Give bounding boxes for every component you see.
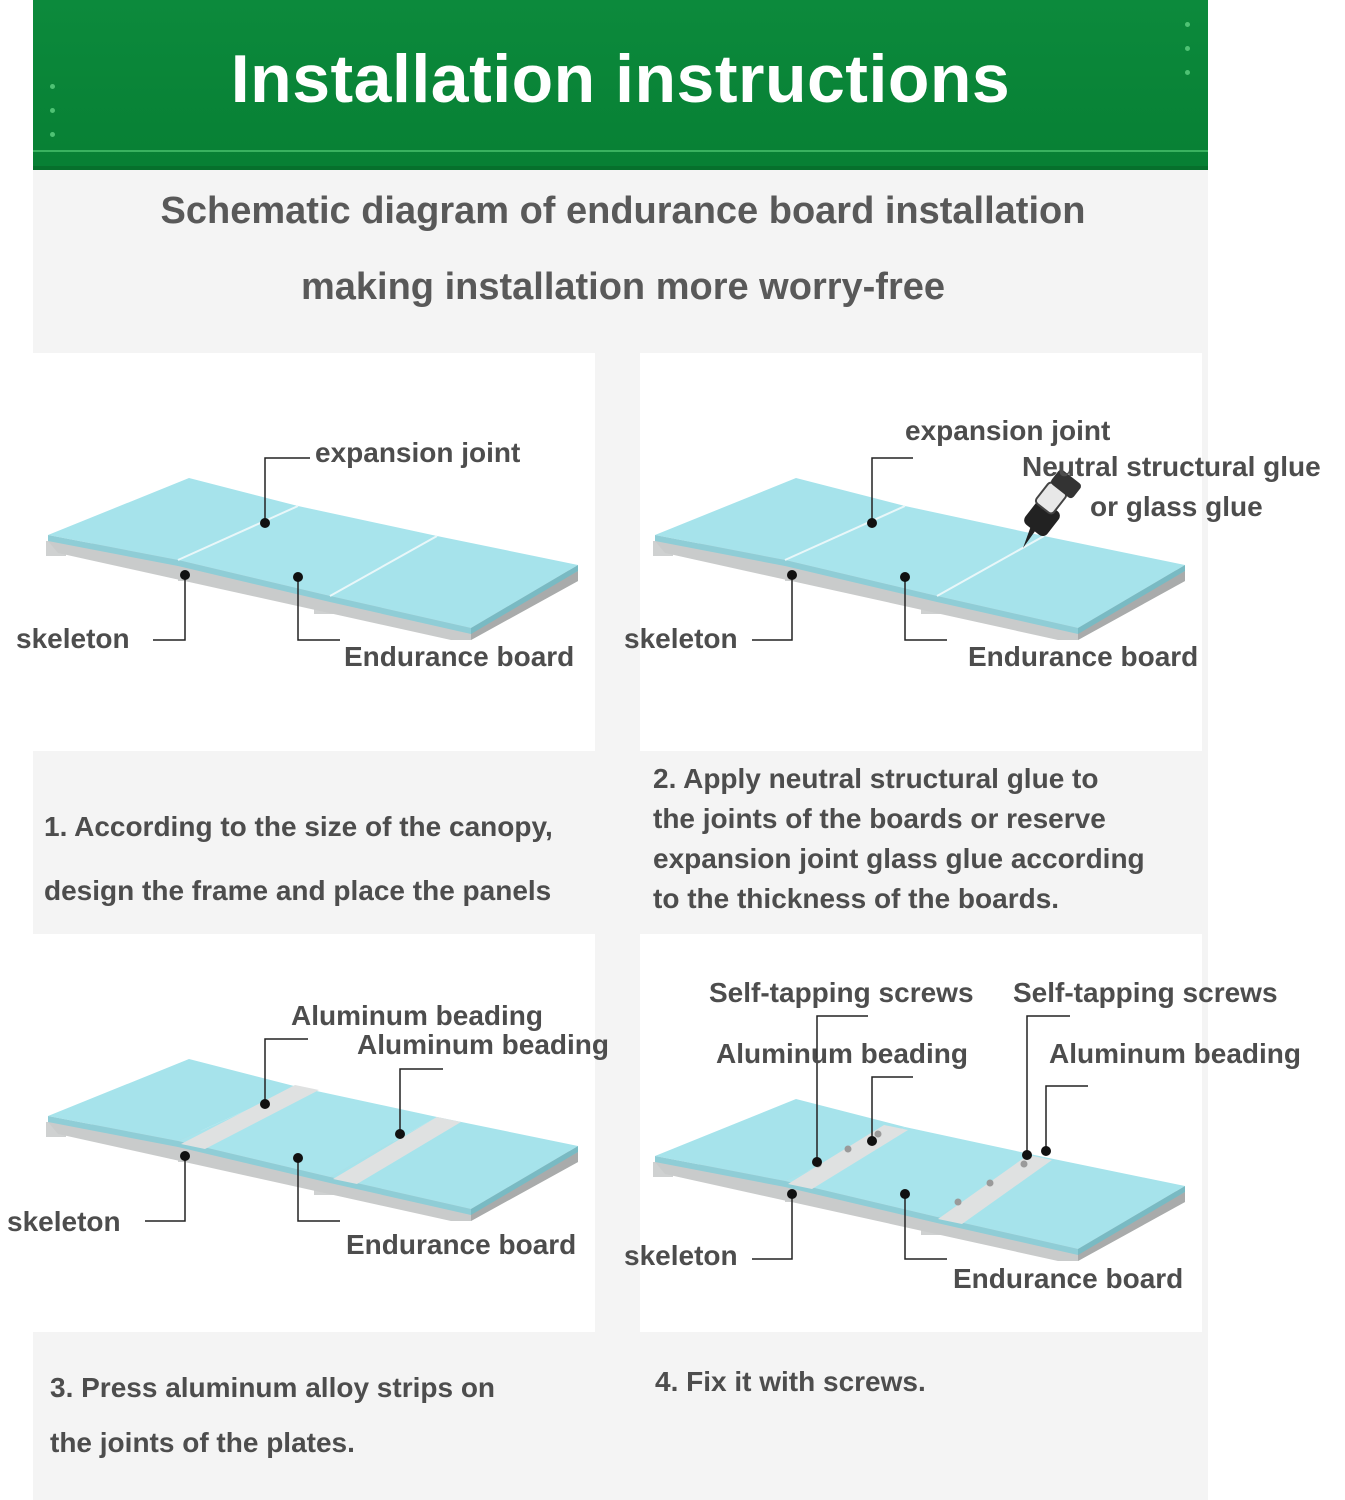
label-glass-glue: or glass glue [1090, 491, 1263, 522]
label-endurance-board: Endurance board [344, 641, 575, 672]
decor-dot [1185, 22, 1190, 27]
label-neutral-structural-glue: Neutral structural glue [1022, 451, 1321, 482]
label-aluminum-beading: Aluminum beading [291, 1000, 543, 1031]
endurance-boards [48, 1059, 578, 1215]
panel-2-drawing [640, 353, 1202, 751]
step-1-caption: 1. According to the size of the canopy, design the frame and place the panels [44, 811, 553, 906]
page-title: Installation instructions [230, 41, 1011, 117]
label-expansion-joint: expansion joint [315, 437, 521, 468]
intro-line-2: making installation more worry-free [300, 266, 946, 308]
diagram-panel-3 [7, 934, 609, 1332]
label-self-tapping-screws: Self-tapping screws [1013, 977, 1278, 1008]
label-self-tapping-screws: Self-tapping screws [709, 977, 974, 1008]
decor-dot [50, 132, 55, 137]
label-aluminum-beading: Aluminum beading [1049, 1038, 1301, 1069]
endurance-boards [655, 1099, 1185, 1255]
label-expansion-joint: expansion joint [905, 415, 1111, 446]
label-aluminum-beading: Aluminum beading [357, 1029, 609, 1060]
endurance-boards [48, 478, 578, 634]
intro-line-1: Schematic diagram of endurance board installation [160, 190, 1086, 232]
step-2-caption: 2. Apply neutral structural glue to the joints of the boards or reserve expansion joint glass glue according to the thickness of the boards. [653, 763, 1145, 914]
step-4-caption: 4. Fix it with screws. [655, 1366, 926, 1397]
label-endurance-board: Endurance board [968, 641, 1199, 672]
panel-3-drawing [33, 934, 595, 1332]
diagram-panel-1 [16, 353, 595, 751]
label-skeleton: skeleton [7, 1206, 121, 1237]
label-aluminum-beading: Aluminum beading [716, 1038, 968, 1069]
diagram-panel-4 [624, 934, 1301, 1332]
panel-1-drawing [33, 353, 595, 751]
header-banner [33, 0, 1208, 170]
diagram-panel-2 [624, 353, 1321, 751]
label-skeleton: skeleton [624, 623, 738, 654]
label-skeleton: skeleton [624, 1240, 738, 1271]
step-3-caption: 3. Press aluminum alloy strips on the joints of the plates. [50, 1372, 496, 1458]
label-skeleton: skeleton [16, 623, 130, 654]
label-endurance-board: Endurance board [346, 1229, 577, 1260]
header-divider [33, 150, 1208, 152]
label-endurance-board: Endurance board [953, 1263, 1184, 1294]
